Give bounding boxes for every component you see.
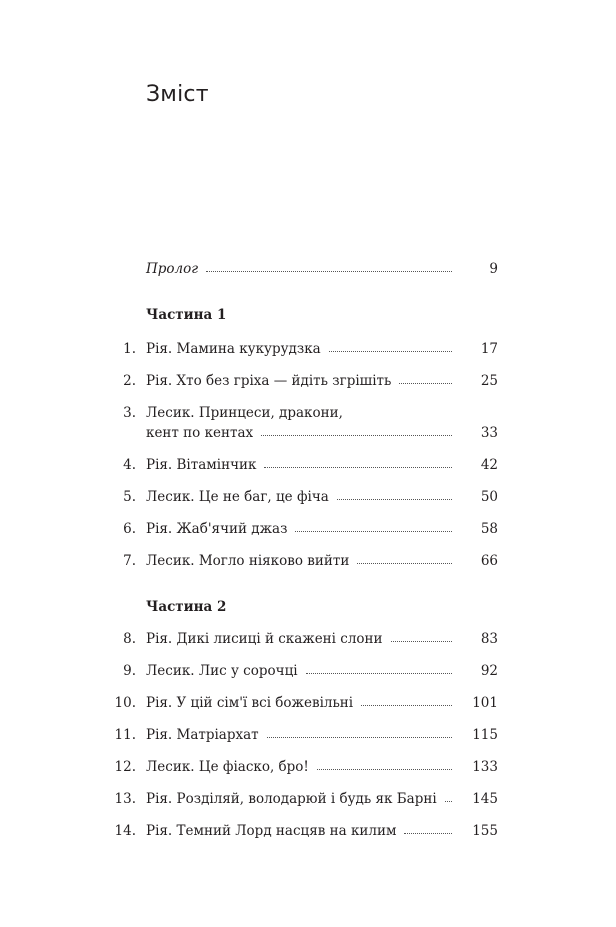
- toc-entry-title: Рія. Темний Лорд насцяв на килим: [146, 823, 397, 839]
- dot-leader: [329, 351, 452, 352]
- toc-entry-title: Рія. У цій сім'ї всі божевільні: [146, 695, 354, 711]
- toc-entry-number: 14.: [114, 823, 136, 839]
- toc-entry-chapter-6[interactable]: [0, 519, 616, 539]
- toc-entry-number: 1.: [123, 341, 136, 357]
- toc-entry-chapter-1[interactable]: [0, 339, 616, 359]
- toc-entry-title-wrap: [146, 757, 452, 777]
- toc-entry-page: 133: [472, 759, 498, 775]
- toc-entry-title: Пролог: [146, 261, 199, 277]
- toc-entry-title: Лесик. Лис у сорочці: [146, 663, 298, 679]
- toc-entry-title: Рія. Мамина кукурудзка: [146, 341, 321, 357]
- part-heading-1: Частина 1: [146, 307, 227, 323]
- dot-leader: [267, 737, 452, 738]
- toc-entry-title: Рія. Дикі лисиці й скажені слони: [146, 631, 383, 647]
- dot-leader: [295, 531, 452, 532]
- toc-entry-number: 3.: [123, 405, 136, 421]
- toc-entry-chapter-13[interactable]: [0, 789, 616, 809]
- toc-entry-title-wrap: [146, 725, 452, 745]
- toc-entry-number: 6.: [123, 521, 136, 537]
- dot-leader: [306, 673, 452, 674]
- toc-entry-number: 8.: [123, 631, 136, 647]
- toc-entry-chapter-4[interactable]: [0, 455, 616, 475]
- toc-entry-title: Лесик. Це не баг, це фіча: [146, 489, 329, 505]
- toc-entry-title-wrap: [146, 789, 452, 809]
- toc-entry-title: Рія. Матріархат: [146, 727, 259, 743]
- toc-entry-title-wrap: [146, 551, 452, 571]
- toc-entry-chapter-7[interactable]: [0, 551, 616, 571]
- dot-leader: [361, 705, 452, 706]
- dot-leader: [399, 383, 452, 384]
- toc-entry-number: 13.: [114, 791, 136, 807]
- toc-entry-page: 33: [480, 425, 498, 441]
- toc-entry-number: 9.: [123, 663, 136, 679]
- toc-entry-title-wrap: [146, 423, 452, 443]
- dot-leader: [264, 467, 452, 468]
- toc-entry-title: Рія. Вітамінчик: [146, 457, 257, 473]
- toc-entry-page: 66: [480, 553, 498, 569]
- dot-leader: [261, 435, 452, 436]
- toc-entry-chapter-11[interactable]: [0, 725, 616, 745]
- toc-entry-title-wrap: [146, 661, 452, 681]
- toc-entry-number: 5.: [123, 489, 136, 505]
- toc-entry-chapter-3-line-1[interactable]: [0, 403, 616, 423]
- toc-entry-title-wrap: [146, 693, 452, 713]
- part-heading-2: Частина 2: [146, 599, 227, 615]
- toc-entry-page: 92: [480, 663, 498, 679]
- toc-entry-title-wrap: [146, 519, 452, 539]
- toc-entry-page: 145: [472, 791, 498, 807]
- toc-entry-title-wrap: [146, 339, 452, 359]
- toc-entry-title-wrap: [146, 455, 452, 475]
- toc-entry-page: 42: [480, 457, 498, 473]
- toc-entry-number: 4.: [123, 457, 136, 473]
- toc-entry-chapter-12[interactable]: [0, 757, 616, 777]
- dot-leader: [317, 769, 452, 770]
- toc-entry-title: Рія. Жаб'ячий джаз: [146, 521, 288, 537]
- toc-entry-page: 101: [472, 695, 498, 711]
- toc-entry-chapter-10[interactable]: [0, 693, 616, 713]
- toc-entry-title-wrap: [146, 487, 452, 507]
- toc-entry-title-wrap: [146, 629, 452, 649]
- toc-entry-page: 115: [472, 727, 498, 743]
- toc-entry-title-wrap: [146, 403, 452, 423]
- toc-entry-page: 58: [480, 521, 498, 537]
- toc-entry-number: 11.: [114, 727, 136, 743]
- toc-entry-page: 17: [480, 341, 498, 357]
- toc-entry-chapter-2[interactable]: [0, 371, 616, 391]
- toc-entry-number: 2.: [123, 373, 136, 389]
- toc-entry-chapter-5[interactable]: [0, 487, 616, 507]
- toc-entry-title: Рія. Розділяй, володарюй і будь як Барні: [146, 791, 437, 807]
- page-title: Зміст: [146, 82, 209, 107]
- dot-leader: [337, 499, 452, 500]
- toc-entry-title: кент по кентах: [146, 425, 254, 441]
- toc-entry-chapter-9[interactable]: [0, 661, 616, 681]
- toc-entry-title: Лесик. Могло ніяково вийти: [146, 553, 350, 569]
- toc-entry-chapter-14[interactable]: [0, 821, 616, 841]
- toc-entry-chapter-8[interactable]: [0, 629, 616, 649]
- toc-entry-title-wrap: [146, 259, 452, 279]
- toc-entry-page: 83: [480, 631, 498, 647]
- toc-entry-number: 7.: [123, 553, 136, 569]
- toc-entry-title: Рія. Хто без гріха — йдіть згрішіть: [146, 373, 392, 389]
- toc-entry-title: Лесик. Принцеси, дракони,: [146, 405, 343, 421]
- dot-leader: [357, 563, 452, 564]
- toc-entry-prologue[interactable]: [0, 259, 616, 279]
- toc-entry-page: 50: [480, 489, 498, 505]
- toc-entry-chapter-3-line-2[interactable]: [0, 423, 616, 443]
- toc-entry-number: 12.: [114, 759, 136, 775]
- dot-leader: [404, 833, 452, 834]
- toc-entry-title-wrap: [146, 371, 452, 391]
- toc-entry-title: Лесик. Це фіаско, бро!: [146, 759, 309, 775]
- dot-leader: [391, 641, 452, 642]
- toc-entry-title-wrap: [146, 821, 452, 841]
- toc-entry-page: 9: [489, 261, 498, 277]
- toc-entry-number: 10.: [114, 695, 136, 711]
- dot-leader: [206, 271, 452, 272]
- toc-entry-page: 155: [472, 823, 498, 839]
- toc-entry-page: 25: [480, 373, 498, 389]
- dot-leader: [445, 801, 452, 802]
